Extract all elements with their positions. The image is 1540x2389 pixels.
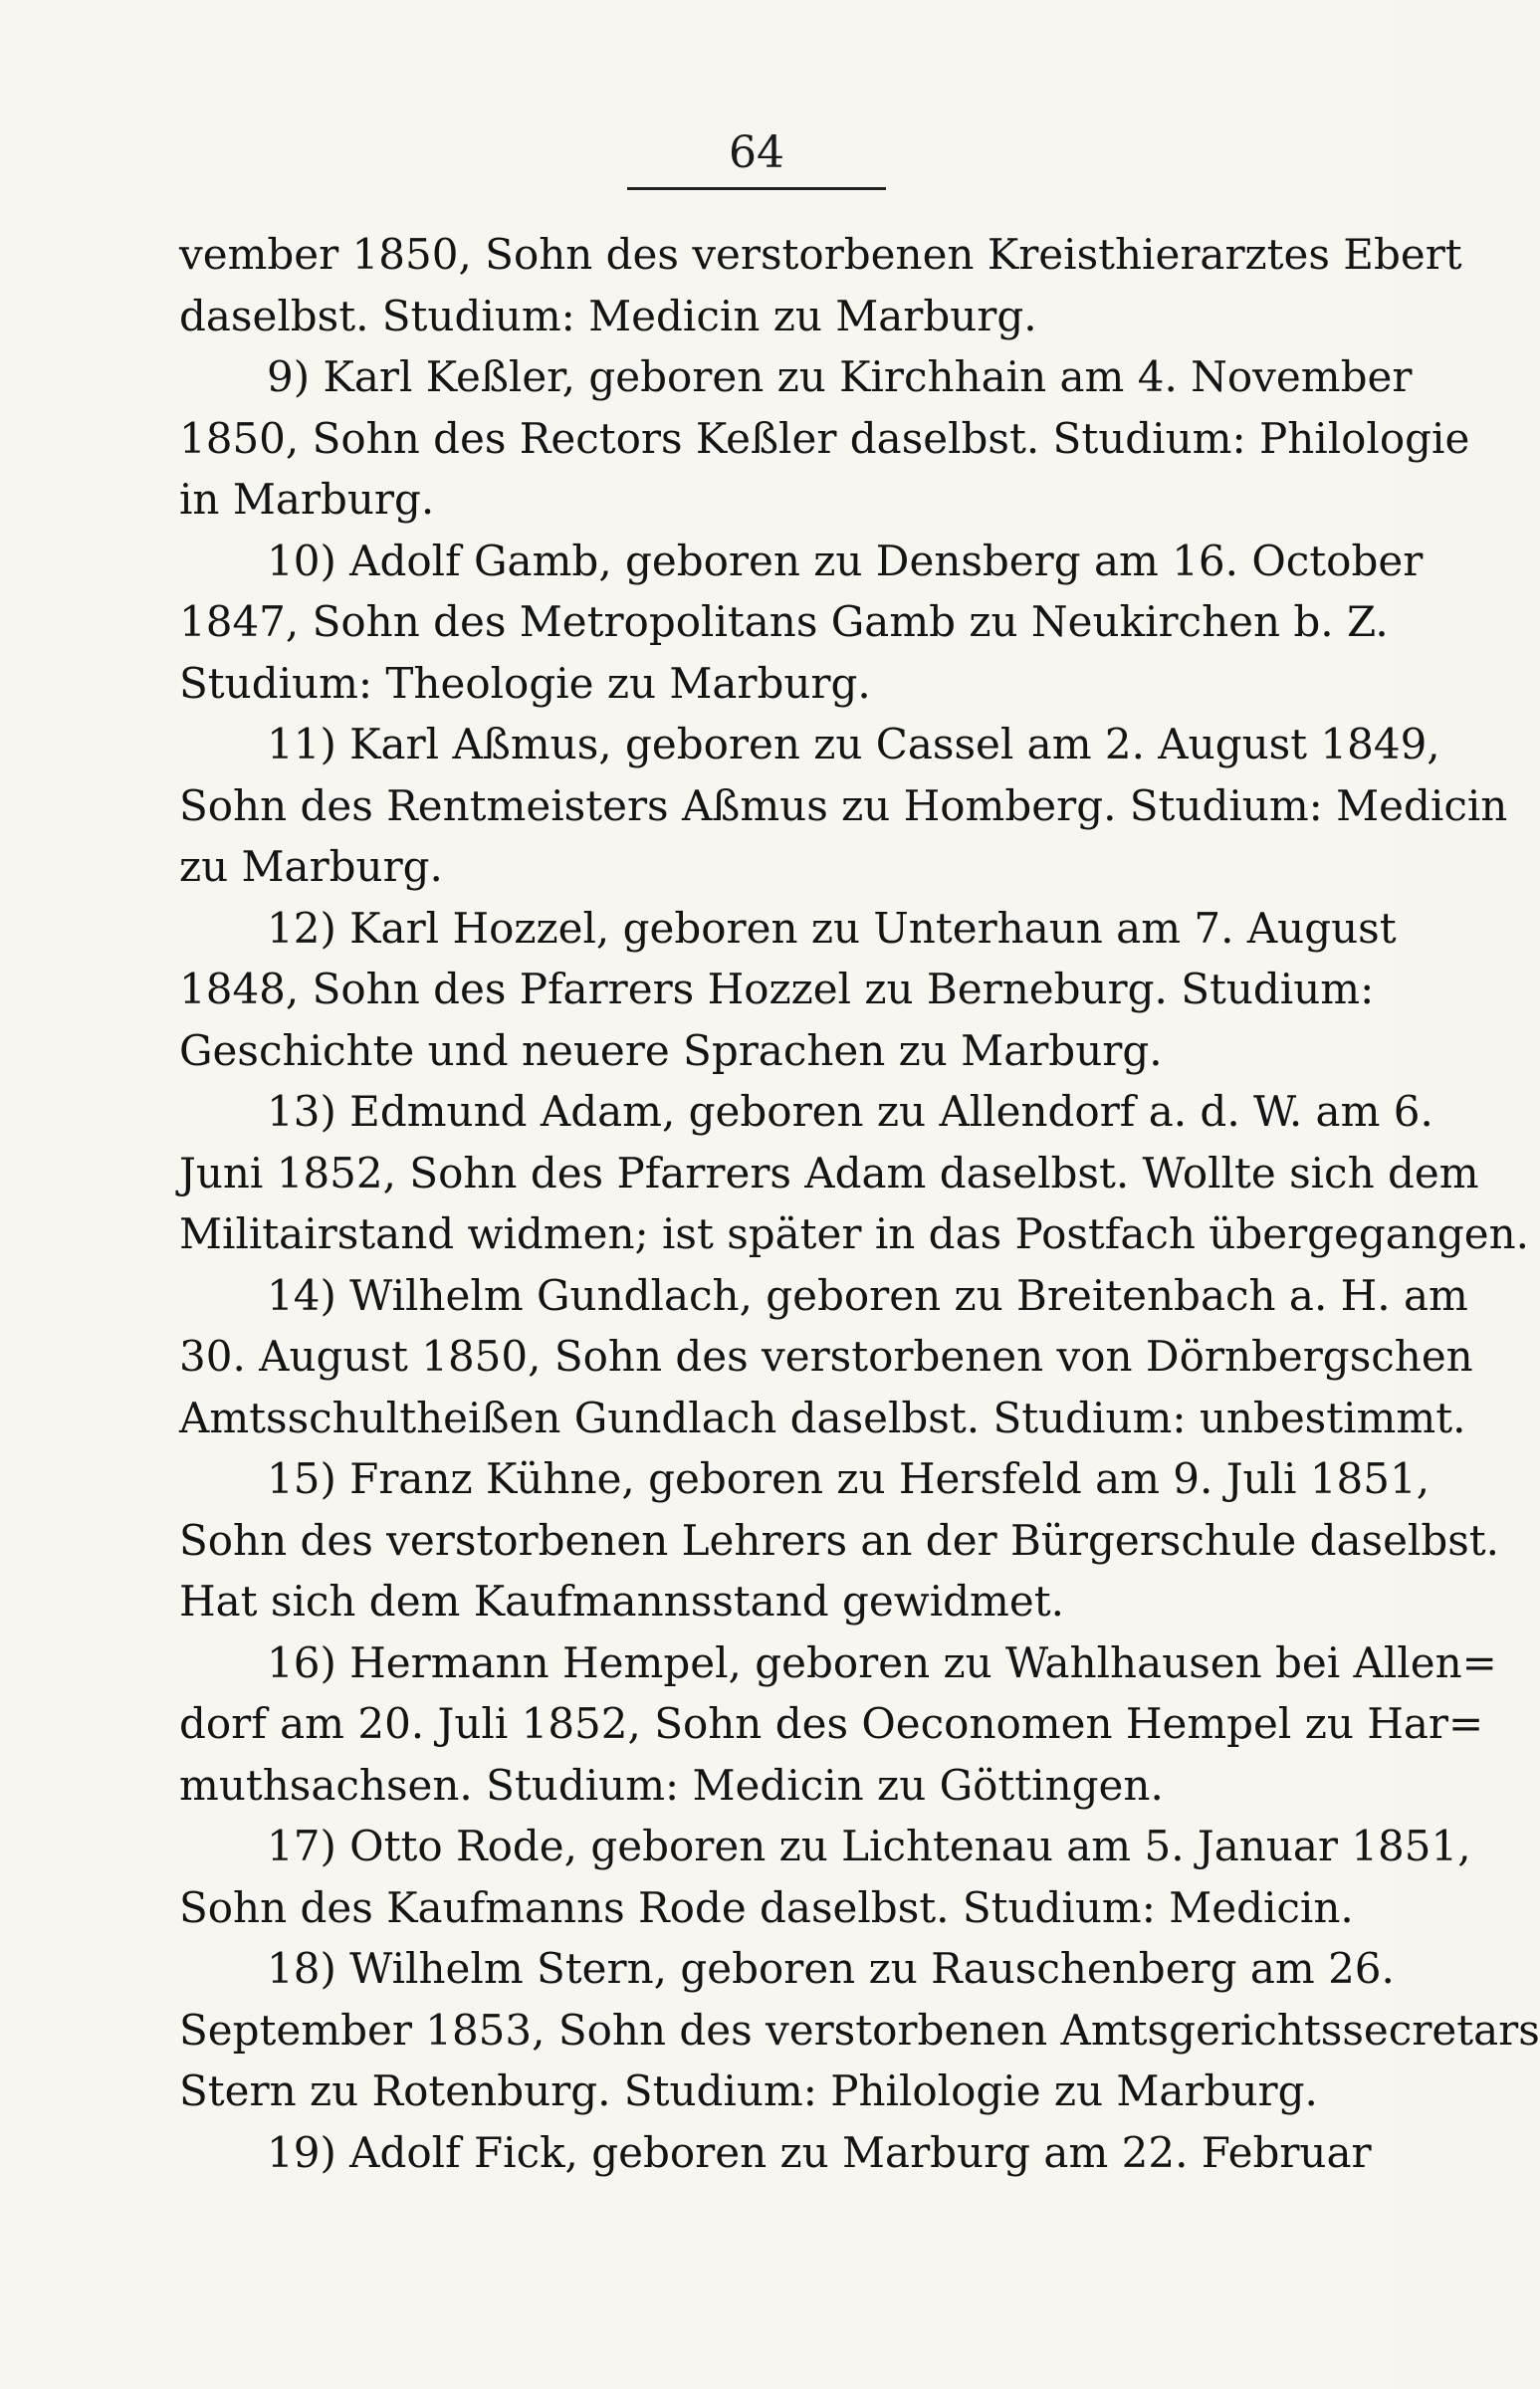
text-line: Sohn des verstorbenen Lehrers an der Bürgerschule daselbst. <box>179 1515 1500 1565</box>
text-line: 1847, Sohn des Metropolitans Gamb zu Neukirchen b. Z. <box>179 597 1389 646</box>
header-rule <box>627 187 886 190</box>
text-line: 12) Karl Hozzel, geboren zu Unterhaun am 7. August <box>267 903 1397 953</box>
page-body-text <box>179 224 1540 2183</box>
text-line: 10) Adolf Gamb, geboren zu Densberg am 16. October <box>267 536 1424 585</box>
text-line: 1850, Sohn des Rectors Keßler daselbst. Studium: Philologie <box>179 413 1470 463</box>
text-line: zu Marburg. <box>179 842 443 891</box>
text-line: 17) Otto Rode, geboren zu Lichtenau am 5. Januar 1851, <box>267 1822 1471 1870</box>
text-line: 14) Wilhelm Gundlach, geboren zu Breitenbach a. H. am <box>267 1270 1468 1320</box>
page-number: 64 <box>729 127 784 178</box>
text-line: Sohn des Kaufmanns Rode daselbst. Studium: Medicin. <box>179 1882 1354 1932</box>
text-line: daselbst. Studium: Medicin zu Marburg. <box>179 291 1037 340</box>
text-line: Militairstand widmen; ist später in das Postfach übergegangen. <box>179 1209 1530 1258</box>
text-line: Amtsschultheißen Gundlach daselbst. Studium: unbestimmt. <box>179 1393 1466 1442</box>
text-line: Sohn des Rentmeisters Aßmus zu Homberg. Studium: Medicin <box>179 780 1508 830</box>
text-line: 1848, Sohn des Pfarrers Hozzel zu Berneburg. Studium: <box>179 965 1375 1013</box>
text-line: Juni 1852, Sohn des Pfarrers Adam daselbst. Wollte sich dem <box>179 1148 1479 1197</box>
text-line: Stern zu Rotenburg. Studium: Philologie zu Marburg. <box>179 2066 1318 2115</box>
text-line: Geschichte und neuere Sprachen zu Marburg. <box>179 1025 1163 1075</box>
text-line: Hat sich dem Kaufmannsstand gewidmet. <box>179 1577 1064 1626</box>
text-line: 18) Wilhelm Stern, geboren zu Rauschenberg am 26. <box>267 1944 1395 1993</box>
text-line: dorf am 20. Juli 1852, Sohn des Oeconomen Hempel zu Har= <box>179 1699 1484 1748</box>
text-line: 16) Hermann Hempel, geboren zu Wahlhausen bei Allen= <box>267 1637 1497 1687</box>
text-line: 19) Adolf Fick, geboren zu Marburg am 22. Februar <box>267 2127 1372 2177</box>
text-line: Studium: Theologie zu Marburg. <box>179 658 871 708</box>
text-line: 13) Edmund Adam, geboren zu Allendorf a. d. W. am 6. <box>267 1087 1433 1136</box>
text-line: September 1853, Sohn des verstorbenen Amtsgerichtssecretars <box>179 2005 1540 2055</box>
text-line: 30. August 1850, Sohn des verstorbenen von Dörnbergschen <box>179 1332 1473 1381</box>
text-line: in Marburg. <box>179 475 435 524</box>
text-line: vember 1850, Sohn des verstorbenen Kreisthierarztes Ebert <box>179 230 1462 279</box>
text-line: 11) Karl Aßmus, geboren zu Cassel am 2. August 1849, <box>267 720 1440 768</box>
text-line: muthsachsen. Studium: Medicin zu Göttingen. <box>179 1760 1164 1810</box>
text-line: 9) Karl Keßler, geboren zu Kirchhain am 4. November <box>267 352 1413 401</box>
text-line: 15) Franz Kühne, geboren zu Hersfeld am 9. Juli 1851, <box>267 1454 1430 1503</box>
